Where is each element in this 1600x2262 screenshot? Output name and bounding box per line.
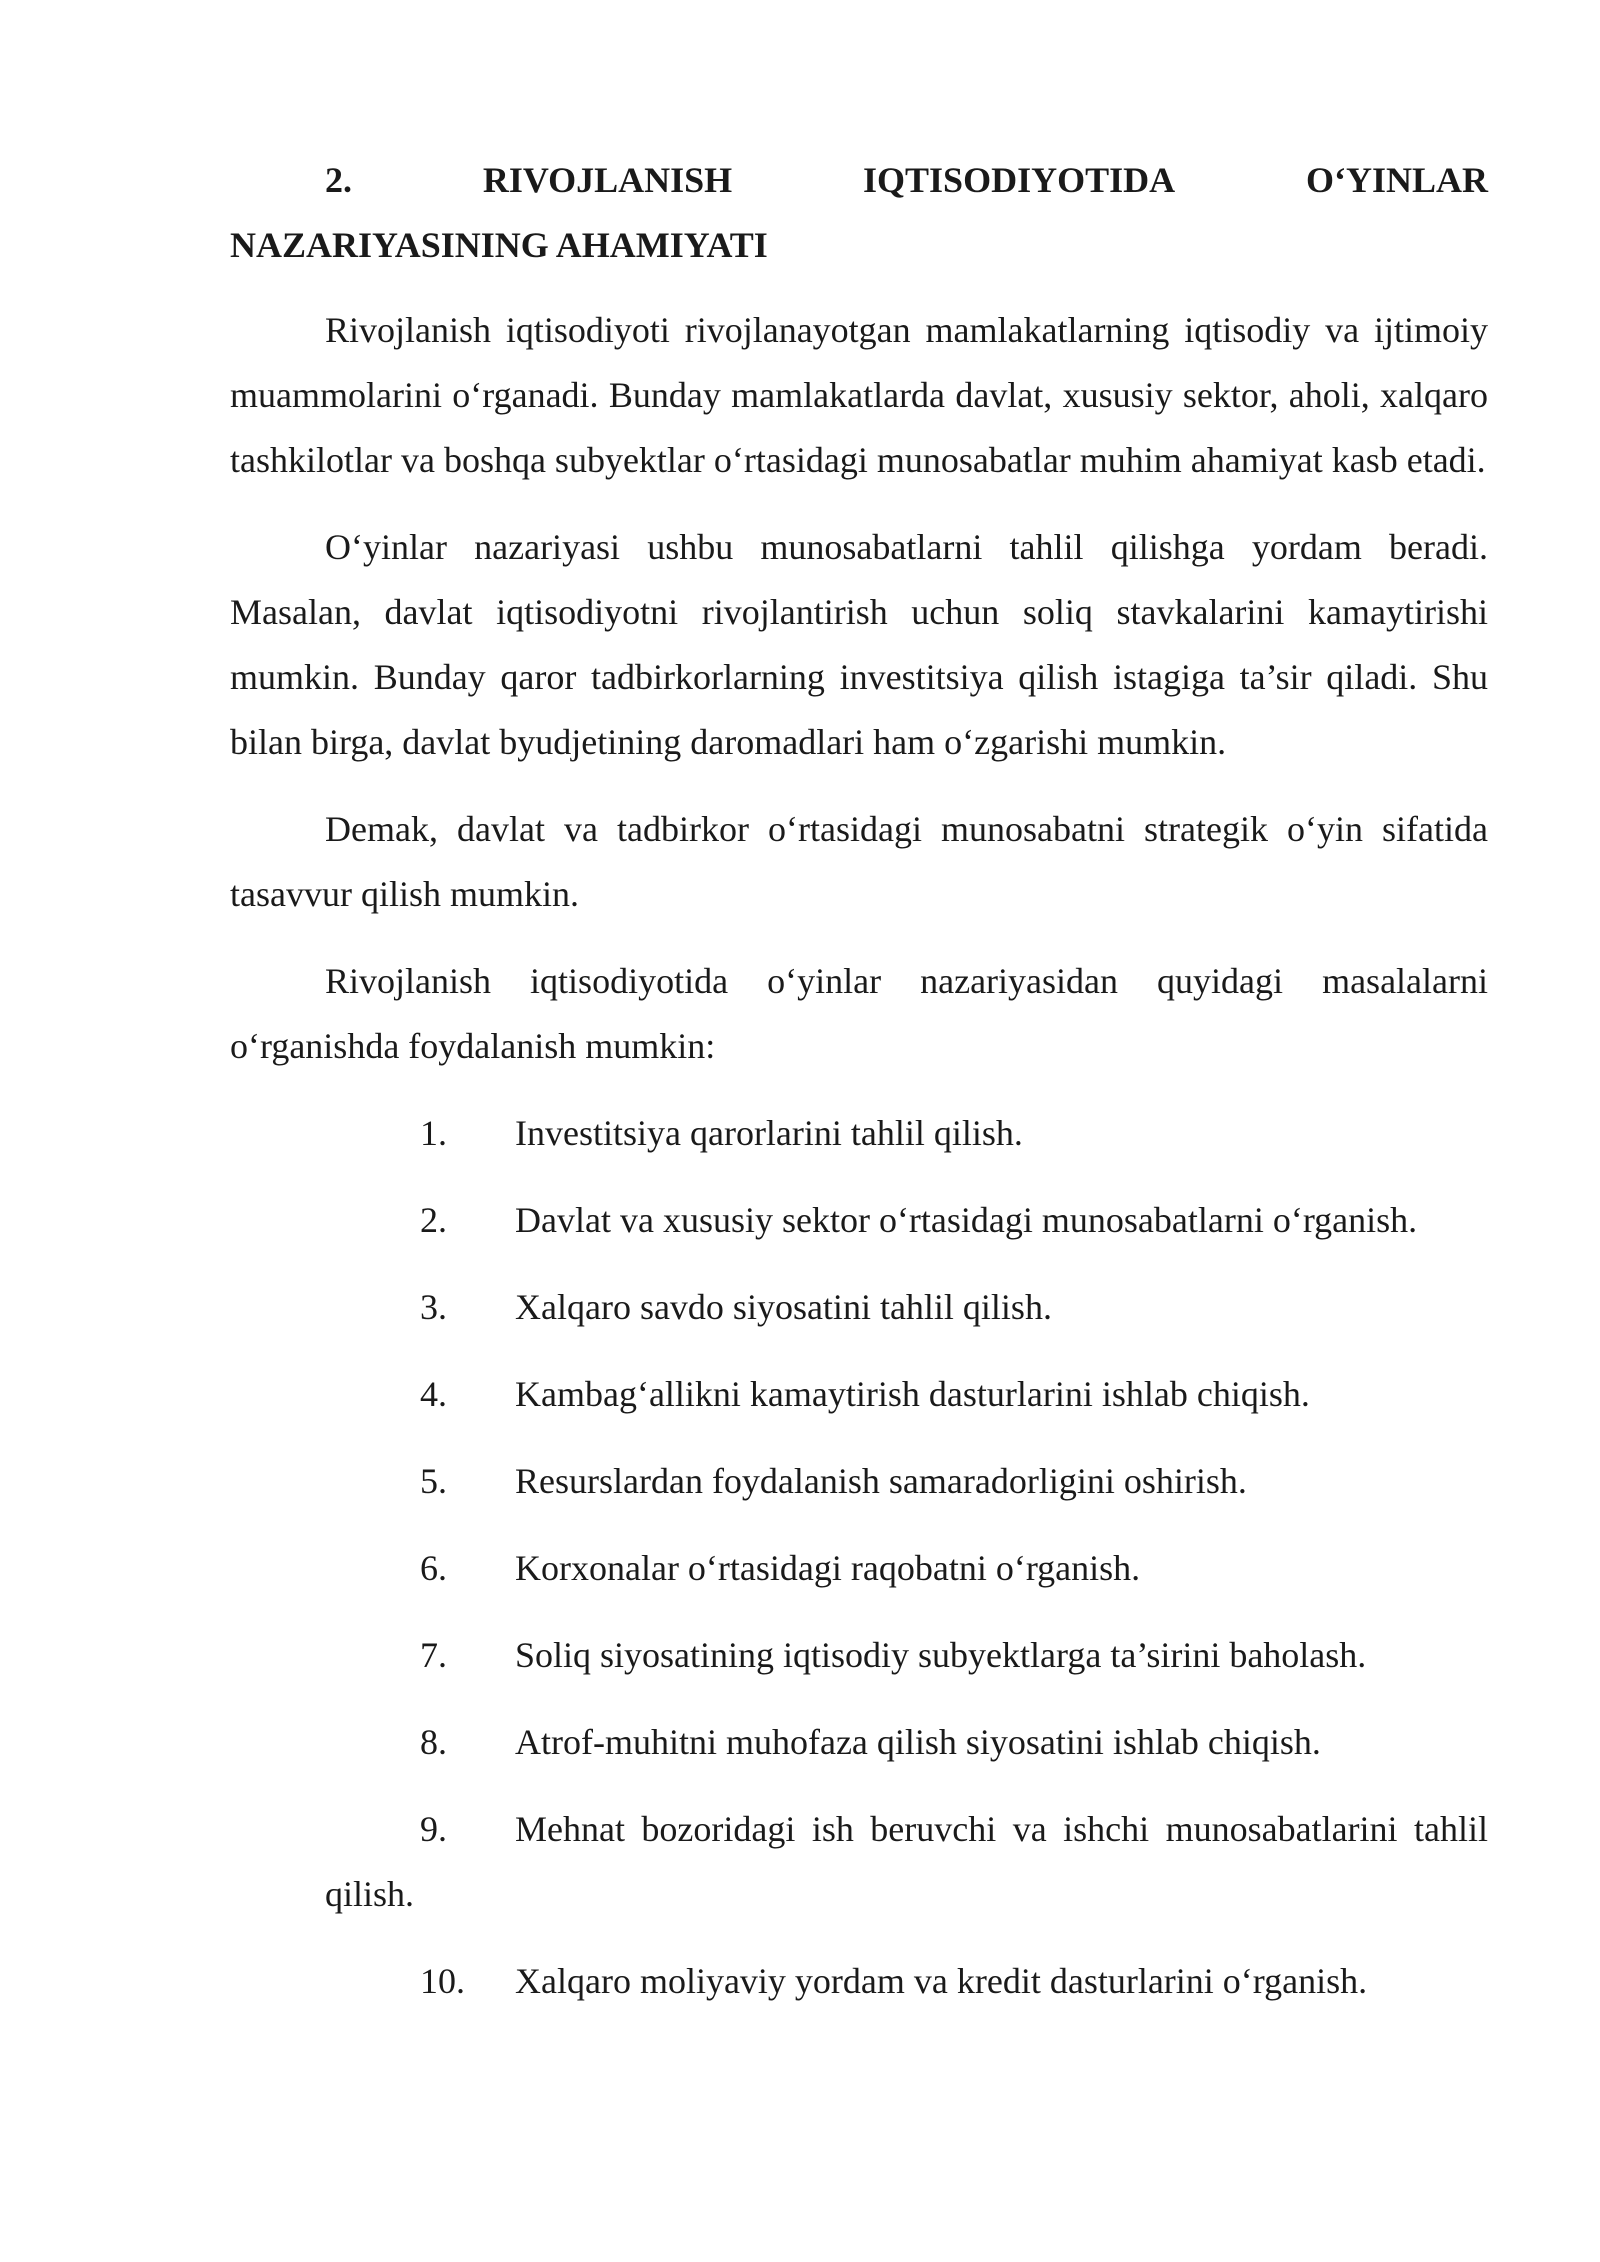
paragraph: O‘yinlar nazariyasi ushbu munosabatlarni tahlil qilishga yordam beradi. Masalan, davlat iqtisodiyotni rivojlantirish uchun soliq stavkalarini kamaytirishi mumkin. Bunday qaror tadbirkorlarning investitsiya qilish istagiga ta’sir qiladi. Shu bilan birga, davlat byudjetining daromadlari ham o‘zgarishi mumkin.	[230, 527, 1488, 762]
heading-line-2: NAZARIYASINING AHAMIYATI	[230, 225, 768, 265]
paragraph: Rivojlanish iqtisodiyotida o‘yinlar nazariyasidan quyidagi masalalarni o‘rganishda foydalanish mumkin:	[230, 961, 1488, 1066]
list-item	[230, 1536, 1488, 1601]
list-number: 4.	[420, 1374, 447, 1414]
list-text: Korxonalar o‘rtasidagi raqobatni o‘rganish.	[515, 1548, 1141, 1588]
list-text: Atrof-muhitni muhofaza qilish siyosatini ishlab chiqish.	[515, 1722, 1321, 1762]
paragraph: Demak, davlat va tadbirkor o‘rtasidagi munosabatni strategik o‘yin sifatida tasavvur qilish mumkin.	[230, 809, 1488, 914]
document-page	[230, 148, 1488, 2036]
section-heading	[230, 148, 1488, 278]
heading-word: RIVOJLANISH	[482, 160, 733, 200]
list-text-continuation: qilish.	[325, 1874, 415, 1914]
list-item	[230, 1449, 1488, 1514]
list-item	[230, 1275, 1488, 1340]
heading-number: 2.	[325, 160, 352, 200]
list-text: Soliq siyosatining iqtisodiy subyektlarga ta’sirini baholash.	[515, 1635, 1367, 1675]
list-text: Xalqaro savdo siyosatini tahlil qilish.	[515, 1287, 1052, 1327]
list-text: Davlat va xususiy sektor o‘rtasidagi munosabatlarni o‘rganish.	[515, 1200, 1418, 1240]
list-item	[230, 1623, 1488, 1688]
list-item	[230, 1101, 1488, 1166]
list-text: Investitsiya qarorlarini tahlil qilish.	[515, 1113, 1023, 1153]
list-number: 8.	[420, 1722, 447, 1762]
heading-word: IQTISODIYOTIDA	[863, 160, 1176, 200]
heading-line-1	[230, 148, 1488, 213]
list-item	[230, 1797, 1488, 1927]
list-number: 6.	[420, 1548, 447, 1588]
list-text: Resurslardan foydalanish samaradorligini oshirish.	[515, 1461, 1247, 1501]
heading-word: O‘YINLAR	[1305, 160, 1488, 200]
list-text: Mehnat bozoridagi ish beruvchi va ishchi munosabatlarini tahlil	[515, 1809, 1488, 1849]
list-number: 9.	[420, 1809, 447, 1849]
list-text: Kambag‘allikni kamaytirish dasturlarini ishlab chiqish.	[515, 1374, 1310, 1414]
list-number: 1.	[420, 1113, 447, 1153]
list-item	[230, 1188, 1488, 1253]
paragraph: Rivojlanish iqtisodiyoti rivojlanayotgan mamlakatlarning iqtisodiy va ijtimoiy muammolarini o‘rganadi. Bunday mamlakatlarda davlat, xususiy sektor, aholi, xalqaro tashkilotlar va boshqa subyektlar o‘rtasidagi munosabatlar muhim ahamiyat kasb etadi.	[230, 310, 1488, 480]
list-number: 10.	[420, 1961, 465, 2001]
list-number: 3.	[420, 1287, 447, 1327]
list-number: 7.	[420, 1635, 447, 1675]
list-item	[230, 1362, 1488, 1427]
list-text: Xalqaro moliyaviy yordam va kredit dasturlarini o‘rganish.	[515, 1961, 1368, 2001]
list-item	[230, 1949, 1488, 2014]
list-number: 5.	[420, 1461, 447, 1501]
list-item	[230, 1710, 1488, 1775]
list-item-first-line	[325, 1797, 1488, 1862]
numbered-list	[230, 1101, 1488, 2014]
list-number: 2.	[420, 1200, 447, 1240]
